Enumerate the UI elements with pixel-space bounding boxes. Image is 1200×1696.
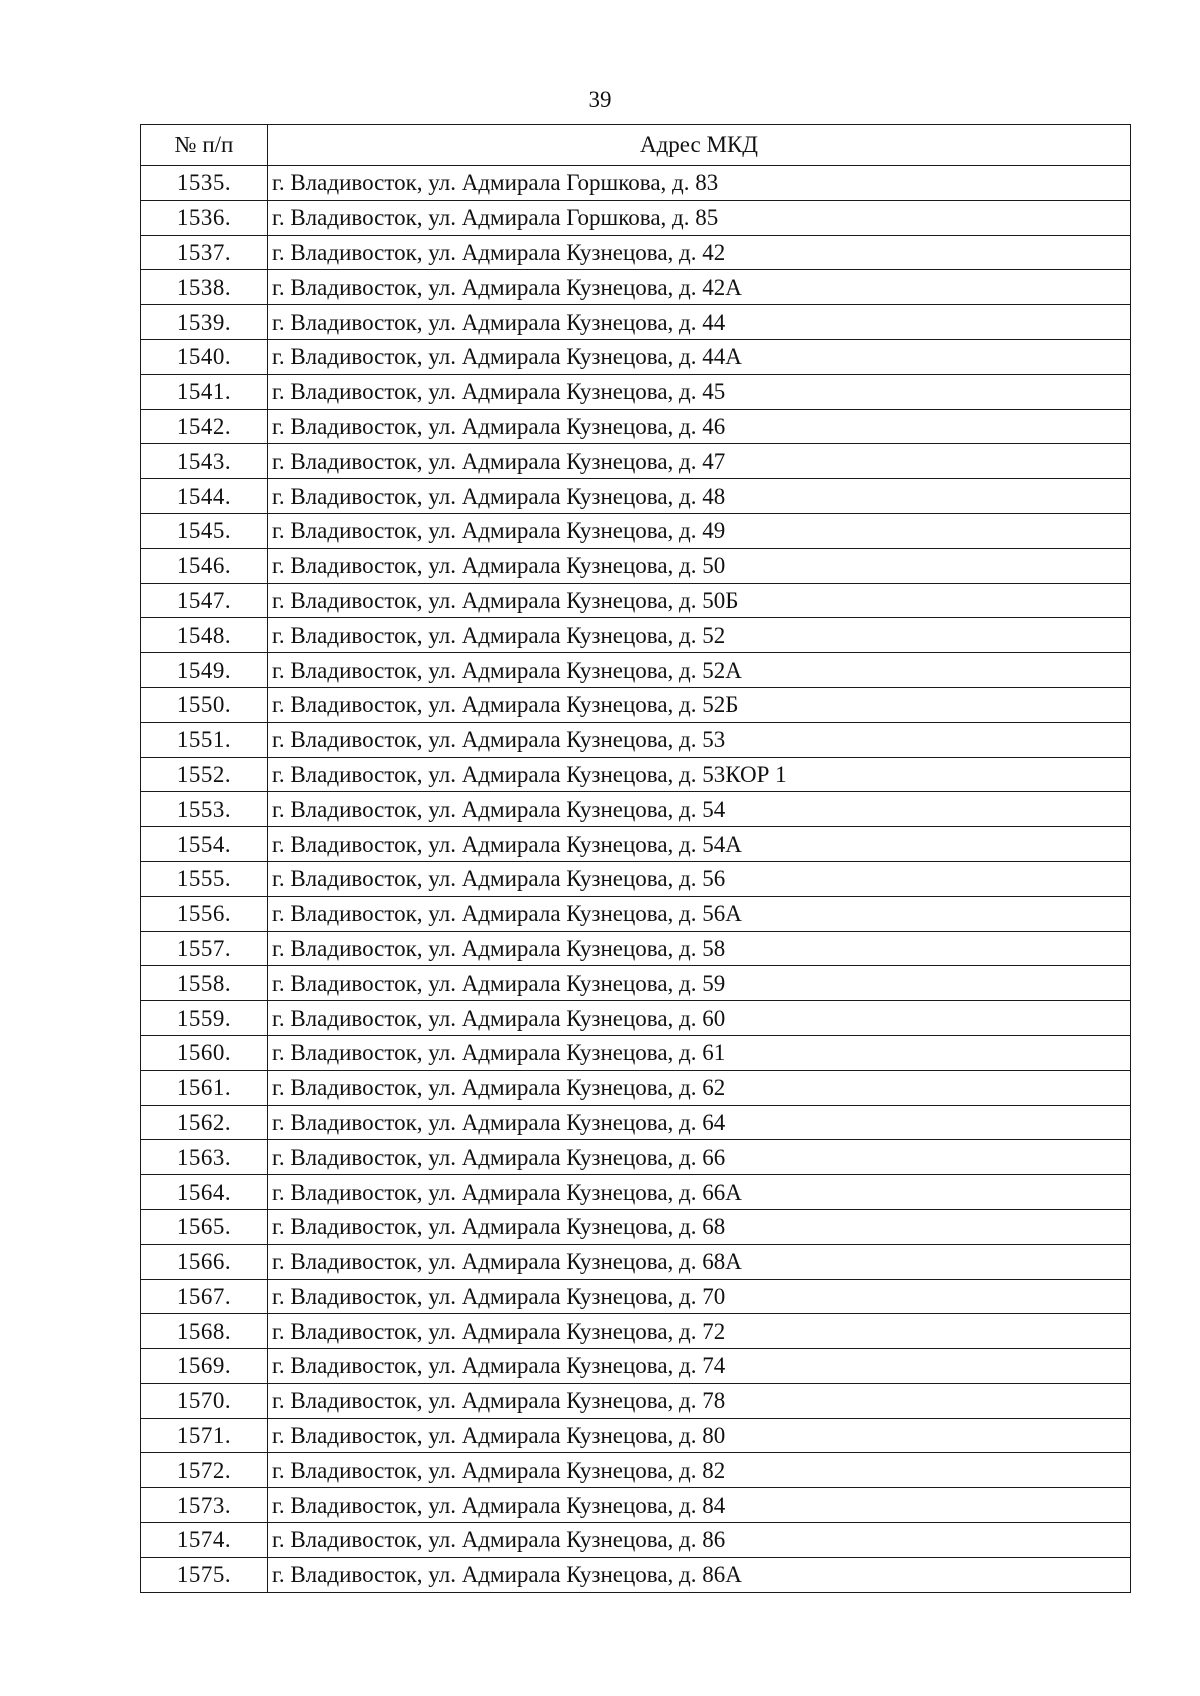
table-row — [141, 1488, 1131, 1523]
table-body — [141, 166, 1131, 1593]
address-table — [140, 124, 1131, 1593]
row-number: 1573. — [141, 1488, 268, 1523]
row-number: 1548. — [141, 618, 268, 653]
row-number: 1551. — [141, 722, 268, 757]
table-row — [141, 1001, 1131, 1036]
table-row — [141, 1349, 1131, 1384]
row-address: г. Владивосток, ул. Адмирала Горшкова, д. 85 — [268, 200, 1131, 235]
table-row — [141, 1209, 1131, 1244]
row-number: 1567. — [141, 1279, 268, 1314]
row-number: 1540. — [141, 339, 268, 374]
row-number: 1538. — [141, 270, 268, 305]
table-row — [141, 583, 1131, 618]
row-number: 1568. — [141, 1314, 268, 1349]
row-number: 1549. — [141, 653, 268, 688]
header-row — [141, 125, 1131, 166]
table-row — [141, 305, 1131, 340]
row-address: г. Владивосток, ул. Адмирала Кузнецова, д. 42А — [268, 270, 1131, 305]
table-row — [141, 409, 1131, 444]
table-row — [141, 235, 1131, 270]
row-number: 1564. — [141, 1175, 268, 1210]
table-row — [141, 374, 1131, 409]
row-address: г. Владивосток, ул. Адмирала Кузнецова, д. 82 — [268, 1453, 1131, 1488]
row-number: 1574. — [141, 1523, 268, 1558]
table-row — [141, 1070, 1131, 1105]
row-address: г. Владивосток, ул. Адмирала Кузнецова, д. 60 — [268, 1001, 1131, 1036]
row-address: г. Владивосток, ул. Адмирала Кузнецова, д. 64 — [268, 1105, 1131, 1140]
row-address: г. Владивосток, ул. Адмирала Кузнецова, д. 46 — [268, 409, 1131, 444]
table-row — [141, 339, 1131, 374]
table-row — [141, 896, 1131, 931]
row-number: 1550. — [141, 687, 268, 722]
table-row — [141, 1314, 1131, 1349]
table-row — [141, 270, 1131, 305]
row-number: 1566. — [141, 1244, 268, 1279]
row-address: г. Владивосток, ул. Адмирала Кузнецова, д. 54 — [268, 792, 1131, 827]
row-address: г. Владивосток, ул. Адмирала Кузнецова, д. 50Б — [268, 583, 1131, 618]
table-header — [141, 125, 1131, 166]
row-number: 1536. — [141, 200, 268, 235]
row-address: г. Владивосток, ул. Адмирала Кузнецова, д. 49 — [268, 513, 1131, 548]
row-address: г. Владивосток, ул. Адмирала Кузнецова, д. 86А — [268, 1557, 1131, 1592]
row-address: г. Владивосток, ул. Адмирала Кузнецова, д. 66А — [268, 1175, 1131, 1210]
row-number: 1544. — [141, 479, 268, 514]
page-number: 39 — [588, 87, 612, 112]
table-row — [141, 827, 1131, 862]
row-number: 1557. — [141, 931, 268, 966]
row-number: 1543. — [141, 444, 268, 479]
row-number: 1555. — [141, 861, 268, 896]
row-number: 1560. — [141, 1035, 268, 1070]
row-number: 1561. — [141, 1070, 268, 1105]
table-row — [141, 618, 1131, 653]
table-row — [141, 1105, 1131, 1140]
row-address: г. Владивосток, ул. Адмирала Кузнецова, д. 44 — [268, 305, 1131, 340]
table-row — [141, 1418, 1131, 1453]
row-address: г. Владивосток, ул. Адмирала Кузнецова, д. 61 — [268, 1035, 1131, 1070]
table-row — [141, 1557, 1131, 1592]
row-address: г. Владивосток, ул. Адмирала Кузнецова, д. 66 — [268, 1140, 1131, 1175]
table-row — [141, 1035, 1131, 1070]
row-address: г. Владивосток, ул. Адмирала Кузнецова, д. 45 — [268, 374, 1131, 409]
table-row — [141, 1140, 1131, 1175]
row-address: г. Владивосток, ул. Адмирала Кузнецова, д. 72 — [268, 1314, 1131, 1349]
row-number: 1571. — [141, 1418, 268, 1453]
table-row — [141, 1383, 1131, 1418]
row-address: г. Владивосток, ул. Адмирала Кузнецова, д. 42 — [268, 235, 1131, 270]
row-number: 1552. — [141, 757, 268, 792]
row-address: г. Владивосток, ул. Адмирала Кузнецова, д. 58 — [268, 931, 1131, 966]
row-number: 1535. — [141, 166, 268, 201]
table-row — [141, 479, 1131, 514]
row-address: г. Владивосток, ул. Адмирала Кузнецова, д. 52Б — [268, 687, 1131, 722]
table-row — [141, 966, 1131, 1001]
table-row — [141, 444, 1131, 479]
row-number: 1569. — [141, 1349, 268, 1384]
table-row — [141, 792, 1131, 827]
row-address: г. Владивосток, ул. Адмирала Кузнецова, д. 68 — [268, 1209, 1131, 1244]
table-row — [141, 1523, 1131, 1558]
table-row — [141, 548, 1131, 583]
row-address: г. Владивосток, ул. Адмирала Кузнецова, д. 53КОР 1 — [268, 757, 1131, 792]
row-address: г. Владивосток, ул. Адмирала Кузнецова, д. 86 — [268, 1523, 1131, 1558]
row-number: 1541. — [141, 374, 268, 409]
row-number: 1537. — [141, 235, 268, 270]
row-number: 1556. — [141, 896, 268, 931]
row-address: г. Владивосток, ул. Адмирала Горшкова, д. 83 — [268, 166, 1131, 201]
row-number: 1539. — [141, 305, 268, 340]
row-address: г. Владивосток, ул. Адмирала Кузнецова, д. 78 — [268, 1383, 1131, 1418]
table-row — [141, 1244, 1131, 1279]
row-number: 1558. — [141, 966, 268, 1001]
row-address: г. Владивосток, ул. Адмирала Кузнецова, д. 70 — [268, 1279, 1131, 1314]
table-row — [141, 200, 1131, 235]
table-row — [141, 722, 1131, 757]
row-number: 1570. — [141, 1383, 268, 1418]
row-number: 1547. — [141, 583, 268, 618]
row-address: г. Владивосток, ул. Адмирала Кузнецова, д. 68А — [268, 1244, 1131, 1279]
table-row — [141, 653, 1131, 688]
header-num: № п/п — [141, 125, 268, 166]
table-row — [141, 931, 1131, 966]
row-number: 1545. — [141, 513, 268, 548]
table-row — [141, 757, 1131, 792]
table-row — [141, 687, 1131, 722]
row-address: г. Владивосток, ул. Адмирала Кузнецова, д. 52А — [268, 653, 1131, 688]
row-address: г. Владивосток, ул. Адмирала Кузнецова, д. 74 — [268, 1349, 1131, 1384]
row-address: г. Владивосток, ул. Адмирала Кузнецова, д. 54А — [268, 827, 1131, 862]
row-address: г. Владивосток, ул. Адмирала Кузнецова, д. 59 — [268, 966, 1131, 1001]
table-row — [141, 166, 1131, 201]
row-number: 1542. — [141, 409, 268, 444]
row-address: г. Владивосток, ул. Адмирала Кузнецова, д. 53 — [268, 722, 1131, 757]
row-number: 1572. — [141, 1453, 268, 1488]
row-number: 1553. — [141, 792, 268, 827]
row-address: г. Владивосток, ул. Адмирала Кузнецова, д. 56А — [268, 896, 1131, 931]
header-address: Адрес МКД — [268, 125, 1131, 166]
row-address: г. Владивосток, ул. Адмирала Кузнецова, д. 48 — [268, 479, 1131, 514]
row-number: 1546. — [141, 548, 268, 583]
table-row — [141, 1453, 1131, 1488]
table-row — [141, 513, 1131, 548]
row-number: 1563. — [141, 1140, 268, 1175]
row-number: 1562. — [141, 1105, 268, 1140]
row-number: 1559. — [141, 1001, 268, 1036]
table-row — [141, 1175, 1131, 1210]
row-number: 1565. — [141, 1209, 268, 1244]
row-address: г. Владивосток, ул. Адмирала Кузнецова, д. 50 — [268, 548, 1131, 583]
row-address: г. Владивосток, ул. Адмирала Кузнецова, д. 56 — [268, 861, 1131, 896]
row-address: г. Владивосток, ул. Адмирала Кузнецова, д. 62 — [268, 1070, 1131, 1105]
row-number: 1575. — [141, 1557, 268, 1592]
row-number: 1554. — [141, 827, 268, 862]
table-row — [141, 1279, 1131, 1314]
row-address: г. Владивосток, ул. Адмирала Кузнецова, д. 47 — [268, 444, 1131, 479]
row-address: г. Владивосток, ул. Адмирала Кузнецова, д. 80 — [268, 1418, 1131, 1453]
row-address: г. Владивосток, ул. Адмирала Кузнецова, д. 52 — [268, 618, 1131, 653]
row-address: г. Владивосток, ул. Адмирала Кузнецова, д. 84 — [268, 1488, 1131, 1523]
row-address: г. Владивосток, ул. Адмирала Кузнецова, д. 44А — [268, 339, 1131, 374]
table-row — [141, 861, 1131, 896]
